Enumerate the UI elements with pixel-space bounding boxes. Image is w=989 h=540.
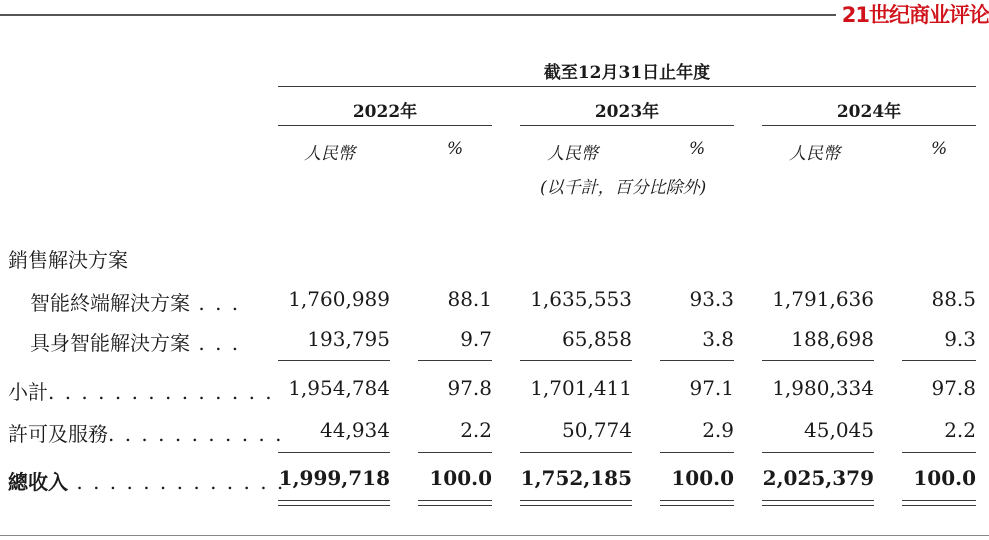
total-rule-2023-percent <box>660 452 734 453</box>
subtotal-rule-2022-percent <box>418 360 492 361</box>
row-label-text: 具身智能解決方案 <box>30 331 190 355</box>
cell-2024-percent: 100.0 <box>913 466 976 490</box>
row-label <box>8 418 284 447</box>
cell-2024-amount: 188,698 <box>791 327 874 351</box>
double-rule-2024-amount-b <box>762 505 874 506</box>
double-rule-2024-percent-a <box>902 500 976 501</box>
cell-2022-percent: 2.2 <box>460 418 492 442</box>
double-rule-2023-amount-b <box>520 505 632 506</box>
year-header-2023: 2023年 <box>594 102 660 122</box>
double-rule-2022-amount-a <box>278 500 390 501</box>
cell-2024-amount: 2,025,379 <box>762 466 874 490</box>
double-rule-2023-percent-b <box>660 505 734 506</box>
row-label-text: 智能終端解決方案 <box>30 291 190 315</box>
percent-label-2022: % <box>447 139 464 159</box>
leader-dots: . . . . . . . . . . . . . . <box>48 380 274 404</box>
cell-2023-percent: 97.1 <box>689 376 734 400</box>
cell-2024-percent: 97.8 <box>931 376 976 400</box>
bottom-rule <box>0 535 989 536</box>
cell-2024-percent: 88.5 <box>931 287 976 311</box>
year-header-2022: 2022年 <box>352 102 418 122</box>
cell-2022-amount: 1,760,989 <box>288 287 390 311</box>
total-rule-2022-amount <box>278 452 390 453</box>
row-label <box>30 327 240 356</box>
leader-dots: . . . . . . . . . . . <box>108 422 284 446</box>
double-rule-2022-amount-b <box>278 505 390 506</box>
total-rule-2024-percent <box>902 452 976 453</box>
row-label <box>30 287 240 316</box>
units-note: (以千計，百分比除外) <box>540 178 707 198</box>
cell-2022-amount: 1,954,784 <box>288 376 390 400</box>
subtotal-rule-2022-amount <box>278 360 390 361</box>
currency-label-2023: 人民幣 <box>547 144 598 164</box>
cell-2022-amount: 1,999,718 <box>278 466 390 490</box>
cell-2023-percent: 100.0 <box>671 466 734 490</box>
double-rule-2024-percent-b <box>902 505 976 506</box>
total-rule-2023-amount <box>520 452 632 453</box>
cell-2023-amount: 1,701,411 <box>530 376 632 400</box>
cell-2024-percent: 2.2 <box>944 418 976 442</box>
double-rule-2023-amount-a <box>520 500 632 501</box>
cell-2022-percent: 88.1 <box>447 287 492 311</box>
cell-2023-amount: 50,774 <box>562 418 632 442</box>
row-label <box>8 466 285 495</box>
row-label-text: 許可及服務 <box>8 422 108 446</box>
year-underline-2024 <box>762 125 976 126</box>
cell-2022-percent: 100.0 <box>429 466 492 490</box>
cell-2024-percent: 9.3 <box>944 327 976 351</box>
row-label-text: 總收入 <box>8 470 68 494</box>
period-underline <box>278 86 976 87</box>
double-rule-2022-percent-a <box>418 500 492 501</box>
cell-2023-percent: 3.8 <box>702 327 734 351</box>
currency-label-2024: 人民幣 <box>789 144 840 164</box>
cell-2023-percent: 93.3 <box>689 287 734 311</box>
year-underline-2023 <box>520 125 734 126</box>
top-rule <box>0 14 836 16</box>
subtotal-rule-2024-amount <box>762 360 874 361</box>
row-label <box>8 376 274 405</box>
cell-2022-amount: 193,795 <box>307 327 390 351</box>
cell-2024-amount: 1,980,334 <box>772 376 874 400</box>
double-rule-2024-amount-a <box>762 500 874 501</box>
total-rule-2022-percent <box>418 452 492 453</box>
cell-2023-amount: 1,752,185 <box>520 466 632 490</box>
subtotal-rule-2024-percent <box>902 360 976 361</box>
row-label-text: 小計 <box>8 380 48 404</box>
brand-logo: 21世纪商业评论 <box>841 3 989 27</box>
cell-2023-amount: 1,635,553 <box>530 287 632 311</box>
cell-2024-amount: 45,045 <box>804 418 874 442</box>
year-header-2024: 2024年 <box>836 102 902 122</box>
year-underline-2022 <box>278 125 492 126</box>
section-title: 銷售解決方案 <box>8 248 128 272</box>
period-header: 截至12月31日止年度 <box>543 63 711 83</box>
leader-dots: . . . . . . . . . . . . . <box>68 470 286 494</box>
leader-dots: . . . <box>190 291 241 315</box>
percent-label-2023: % <box>689 139 706 159</box>
subtotal-rule-2023-amount <box>520 360 632 361</box>
total-rule-2024-amount <box>762 452 874 453</box>
percent-label-2024: % <box>931 139 948 159</box>
cell-2022-percent: 97.8 <box>447 376 492 400</box>
cell-2022-amount: 44,934 <box>320 418 390 442</box>
cell-2024-amount: 1,791,636 <box>772 287 874 311</box>
leader-dots: . . . <box>190 331 241 355</box>
cell-2023-percent: 2.9 <box>702 418 734 442</box>
subtotal-rule-2023-percent <box>660 360 734 361</box>
cell-2022-percent: 9.7 <box>460 327 492 351</box>
cell-2023-amount: 65,858 <box>562 327 632 351</box>
double-rule-2022-percent-b <box>418 505 492 506</box>
currency-label-2022: 人民幣 <box>304 144 355 164</box>
double-rule-2023-percent-a <box>660 500 734 501</box>
